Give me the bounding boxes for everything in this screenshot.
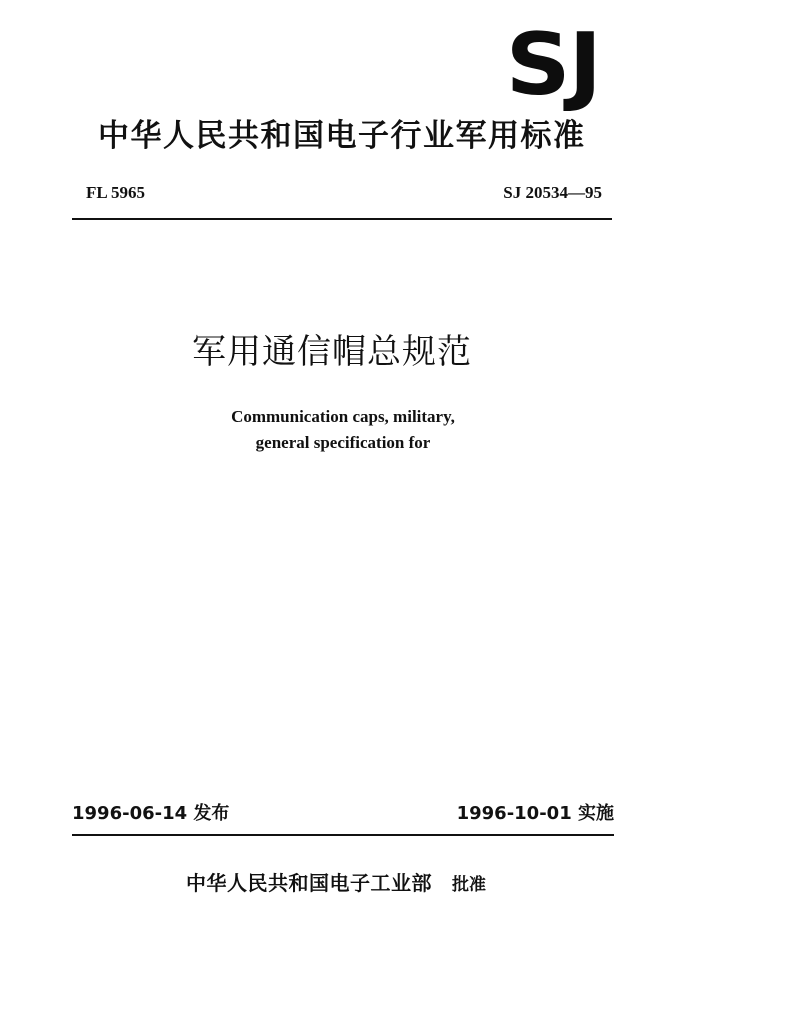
- top-divider: [72, 218, 612, 220]
- standard-category-heading: 中华人民共和国电子行业军用标准: [98, 118, 586, 154]
- approval-line: [186, 870, 486, 898]
- standard-number: SJ 20534—95: [503, 183, 602, 202]
- document-title-chinese: 军用通信帽总规范: [192, 332, 472, 372]
- sj-logo: SJ: [505, 15, 600, 115]
- effective-date: 1996-10-01 实施: [456, 803, 614, 824]
- document-title-english: [212, 404, 474, 456]
- classification-code: FL 5965: [86, 183, 146, 202]
- english-title-line-1: Communication caps, military,: [231, 407, 455, 426]
- approval-label: 批准: [452, 875, 486, 895]
- issuing-body: 中华人民共和国电子工业部: [186, 871, 432, 895]
- bottom-divider: [72, 834, 614, 836]
- english-title-line-2: general specification for: [255, 433, 431, 452]
- issue-date: 1996-06-14 发布: [72, 803, 230, 824]
